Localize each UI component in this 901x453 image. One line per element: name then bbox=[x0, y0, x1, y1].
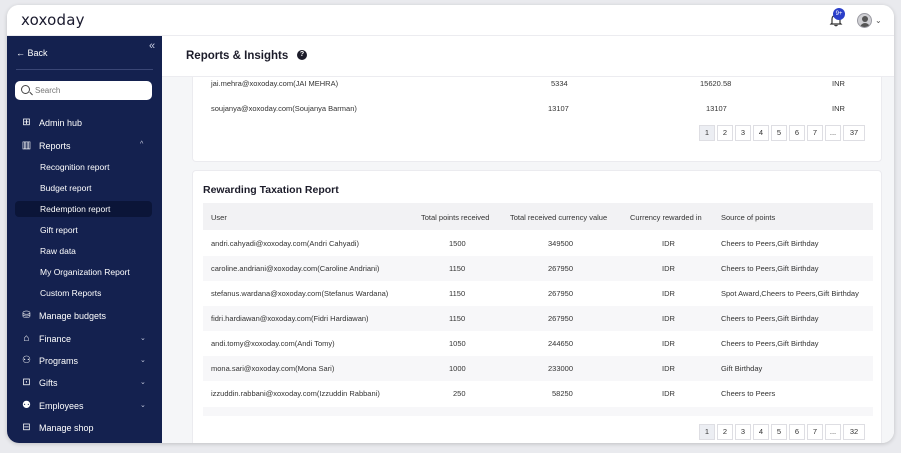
sidebar-divider bbox=[16, 69, 153, 70]
table-row-partial bbox=[203, 407, 873, 416]
page-button[interactable]: 5 bbox=[771, 125, 787, 141]
page-button[interactable]: 7 bbox=[807, 125, 823, 141]
table-row: fidri.hardiawan@xoxoday.com(Fidri Hardiawan) 1150 267950 IDR Cheers to Peers,Gift Birthday bbox=[203, 306, 873, 331]
chevron-down-icon: ⌄ bbox=[140, 335, 146, 342]
page-ellipsis: ... bbox=[825, 125, 841, 141]
page-button[interactable]: 6 bbox=[789, 125, 805, 141]
chevron-down-icon: ⌄ bbox=[140, 379, 146, 386]
sidebar-item-programs[interactable] bbox=[7, 352, 162, 370]
gift-icon: ⊡ bbox=[22, 377, 31, 388]
column-header: Currency rewarded in bbox=[630, 213, 702, 222]
chart-icon: ▥ bbox=[21, 140, 32, 151]
table-row: caroline.andriani@xoxoday.com(Caroline Andriani) 1150 267950 IDR Cheers to Peers,Gift Birthday bbox=[203, 256, 873, 281]
sidebar-subitem-custom-reports[interactable]: Custom Reports bbox=[40, 288, 102, 298]
sidebar-subitem-gift-report[interactable]: Gift report bbox=[40, 225, 78, 235]
sidebar-item-label: Employees bbox=[39, 401, 84, 411]
table-row: andri.cahyadi@xoxoday.com(Andri Cahyadi) 1500 349500 IDR Cheers to Peers,Gift Birthday bbox=[211, 239, 819, 248]
column-header: Source of points bbox=[721, 213, 776, 222]
page-button[interactable]: 32 bbox=[843, 424, 865, 440]
sidebar-item-label: Manage shop bbox=[39, 423, 94, 433]
sidebar-item-manage-shop[interactable] bbox=[7, 419, 162, 437]
sidebar-item-label: Gifts bbox=[39, 378, 58, 388]
sidebar-item-gifts[interactable] bbox=[7, 374, 162, 392]
sidebar-subitem-raw-data[interactable]: Raw data bbox=[40, 246, 76, 256]
sidebar-item-label: Reports bbox=[39, 141, 71, 151]
column-header: Total received currency value bbox=[510, 213, 608, 222]
notification-badge: 9+ bbox=[833, 8, 845, 20]
column-header: User bbox=[211, 213, 227, 222]
page-button[interactable]: 1 bbox=[699, 424, 715, 440]
table-row: andi.tomy@xoxoday.com(Andi Tomy) 1050 244650 IDR Cheers to Peers,Gift Birthday bbox=[211, 339, 819, 348]
table-header bbox=[203, 203, 873, 230]
bank-icon: ⌂ bbox=[23, 333, 30, 344]
sidebar-item-reports[interactable] bbox=[7, 137, 162, 155]
sidebar-item-finance[interactable] bbox=[7, 330, 162, 348]
page-button[interactable]: 6 bbox=[789, 424, 805, 440]
sidebar-item-label: Manage budgets bbox=[39, 311, 107, 321]
programs-icon: ⚇ bbox=[22, 355, 31, 366]
page-button[interactable]: 1 bbox=[699, 125, 715, 141]
page-button[interactable]: 37 bbox=[843, 125, 865, 141]
sidebar-subitem-my-organization-report[interactable]: My Organization Report bbox=[40, 267, 130, 277]
page-button[interactable]: 4 bbox=[753, 125, 769, 141]
chevron-up-icon: ^ bbox=[140, 141, 144, 148]
table-row: soujanya@xoxoday.com(Soujanya Barman) 13107 13107 INR bbox=[211, 104, 845, 113]
chevron-down-icon: ⌄ bbox=[140, 357, 146, 364]
top-bar bbox=[7, 5, 894, 36]
back-button[interactable]: ← Back bbox=[16, 48, 48, 58]
sidebar-item-employees[interactable] bbox=[7, 397, 162, 415]
chevron-down-icon[interactable]: ⌄ bbox=[875, 16, 882, 25]
table-row: jai.mehra@xoxoday.com(JAI MEHRA) 5334 15620.58 INR bbox=[211, 79, 845, 88]
page-ellipsis: ... bbox=[825, 424, 841, 440]
wallet-icon: ⛁ bbox=[22, 310, 31, 321]
page-button[interactable]: 3 bbox=[735, 125, 751, 141]
top-report-card bbox=[192, 76, 882, 162]
table-row: stefanus.wardana@xoxoday.com(Stefanus Wardana) 1150 267950 IDR Spot Award,Cheers to Peers,Gift Birthday bbox=[211, 289, 859, 298]
collapse-sidebar-icon[interactable]: « bbox=[149, 40, 156, 52]
page-button[interactable]: 7 bbox=[807, 424, 823, 440]
grid-icon: ⊞ bbox=[22, 117, 31, 128]
sidebar-item-label: Finance bbox=[39, 334, 72, 344]
table-row: mona.sari@xoxoday.com(Mona Sari) 1000 233000 IDR Gift Birthday bbox=[203, 356, 873, 381]
help-icon[interactable]: ? bbox=[297, 50, 307, 60]
shop-icon: ⊟ bbox=[22, 422, 31, 433]
chevron-down-icon: ⌄ bbox=[140, 402, 146, 409]
sidebar-item-label: Programs bbox=[39, 356, 79, 366]
page-button[interactable]: 2 bbox=[717, 125, 733, 141]
app-window bbox=[7, 5, 894, 443]
xoxoday-logo[interactable]: xoxoday bbox=[21, 11, 85, 29]
users-icon: ⚉ bbox=[22, 400, 31, 411]
sidebar-item-label: Admin hub bbox=[39, 118, 83, 128]
sidebar bbox=[7, 36, 162, 443]
sidebar-item-admin-hub[interactable] bbox=[7, 114, 162, 132]
table-row: izzuddin.rabbani@xoxoday.com(Izzuddin Rabbani) 250 58250 IDR Cheers to Peers bbox=[211, 389, 776, 398]
sidebar-item-manage-budgets[interactable] bbox=[7, 307, 162, 325]
taxation-report-card bbox=[192, 170, 882, 443]
sidebar-search[interactable] bbox=[15, 81, 152, 100]
sidebar-subitem-redemption-report[interactable]: Redemption report bbox=[15, 201, 152, 217]
column-header: Total points received bbox=[421, 213, 490, 222]
page-button[interactable]: 3 bbox=[735, 424, 751, 440]
sidebar-subitem-recognition-report[interactable]: Recognition report bbox=[40, 162, 110, 172]
page-title: Reports & Insights bbox=[186, 50, 289, 62]
search-input[interactable] bbox=[35, 84, 145, 97]
card-title: Rewarding Taxation Report bbox=[203, 184, 339, 196]
page-button[interactable]: 4 bbox=[753, 424, 769, 440]
page-button[interactable]: 2 bbox=[717, 424, 733, 440]
avatar[interactable] bbox=[857, 13, 872, 28]
sidebar-subitem-budget-report[interactable]: Budget report bbox=[40, 183, 92, 193]
main-content bbox=[162, 36, 894, 443]
search-icon bbox=[21, 85, 30, 94]
page-header bbox=[162, 36, 894, 77]
page-button[interactable]: 5 bbox=[771, 424, 787, 440]
